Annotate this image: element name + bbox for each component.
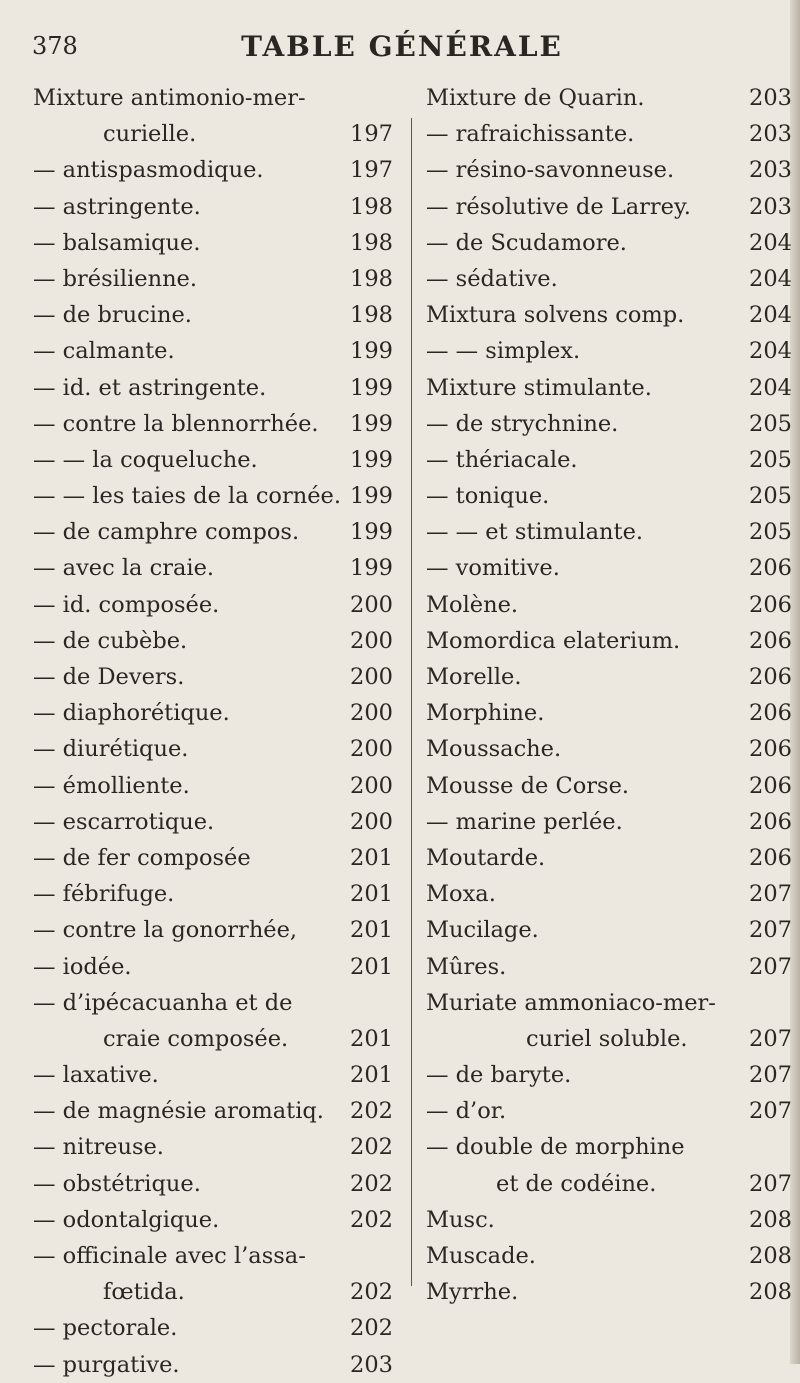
index-entry [33,80,393,116]
entry-label: craie composée. [103,1025,289,1052]
entry-label: — émolliente. [33,772,190,799]
index-entry [426,152,792,188]
index-entry [33,442,393,478]
entry-label: — diurétique. [33,736,189,763]
entry-page: 206 [749,591,792,618]
entry-label: Morphine. [426,700,545,727]
entry-label: — — les taies de la cornée. [33,483,341,510]
entry-label: — iodée. [33,953,132,980]
entry-label: — escarrotique. [33,808,215,835]
index-entry [33,949,393,985]
entry-page: 204 [749,374,792,401]
entry-page: 206 [749,844,792,871]
index-entry [33,985,393,1021]
index-entry [426,442,792,478]
entry-label: — pectorale. [33,1315,178,1342]
entry-label: — vomitive. [426,555,560,582]
entry-page: 207 [749,1098,792,1125]
index-entry [426,1274,792,1310]
entry-page: 207 [749,917,792,944]
entry-label: — d’ipécacuanha et de [33,989,293,1016]
entry-page: 197 [350,121,393,148]
entry-page: 199 [350,483,393,510]
entry-page: 201 [350,844,393,871]
entry-page: 198 [350,229,393,256]
entry-page: 205 [749,410,792,437]
entry-page: 198 [350,193,393,220]
index-entry [426,1129,792,1165]
entry-label: Moutarde. [426,844,546,871]
entry-page: 199 [350,519,393,546]
entry-label: — contre la blennorrhée. [33,410,319,437]
running-title: TABLE GÉNÉRALE [241,30,563,63]
entry-page: 200 [350,772,393,799]
index-entry [33,731,393,767]
index-entry [33,225,393,261]
entry-label: — laxative. [33,1062,159,1089]
entry-label: — fébrifuge. [33,881,175,908]
entry-page: 208 [749,1206,792,1233]
entry-label: curielle. [103,121,197,148]
entry-page: 199 [350,446,393,473]
entry-page: 200 [350,627,393,654]
index-entry [33,1202,393,1238]
entry-label: — résino-savonneuse. [426,157,675,184]
entry-label: Molène. [426,591,519,618]
index-entry [33,1093,393,1129]
entry-page: 203 [749,157,792,184]
entry-page: 207 [749,881,792,908]
column-divider [411,118,412,1286]
entry-label: Mixture antimonio-mer- [33,85,306,111]
entry-label: — thériacale. [426,446,578,473]
entry-page: 207 [749,1170,792,1197]
entry-label: — id. composée. [33,591,220,618]
entry-label: Moxa. [426,881,496,908]
entry-label: Mixture stimulante. [426,374,652,401]
index-entry [426,587,792,623]
entry-page: 206 [749,700,792,727]
entry-label: Mixtura solvens comp. [426,302,685,329]
entry-label: Mousse de Corse. [426,772,630,799]
entry-label: Morelle. [426,664,522,690]
entry-page: 202 [350,1206,393,1233]
index-entry [33,1310,393,1346]
entry-page: 208 [749,1279,792,1306]
index-entry [426,1202,792,1238]
entry-page: 204 [749,229,792,256]
entry-page: 199 [350,410,393,437]
entry-page: 203 [749,85,792,111]
entry-label: — de fer composée [33,844,251,871]
index-entry [426,333,792,369]
index-entry [426,840,792,876]
entry-label: — balsamique. [33,229,201,256]
entry-label: — astringente. [33,193,201,220]
entry-label: — officinale avec l’assa- [33,1243,306,1269]
entry-label: Mucilage. [426,917,539,944]
index-entry [33,189,393,225]
index-entry [33,1129,393,1165]
entry-label: Muriate ammoniaco-mer- [426,989,716,1016]
entry-page: 207 [749,1025,792,1052]
index-entry [33,587,393,623]
entry-label: — calmante. [33,338,175,365]
index-entry [33,695,393,731]
index-entry [426,912,792,948]
entry-page: 200 [350,664,393,690]
entry-label: — diaphorétique. [33,700,230,727]
entry-label: — brésilienne. [33,265,198,292]
entry-label: Muscade. [426,1243,536,1269]
index-entry [426,804,792,840]
entry-label: — sédative. [426,265,558,292]
index-entry [33,840,393,876]
entry-page: 205 [749,446,792,473]
entry-page: 204 [749,302,792,329]
entry-label: — de cubèbe. [33,627,188,654]
entry-page: 202 [350,1170,393,1197]
entry-label: — obstétrique. [33,1170,201,1197]
entry-label: — tonique. [426,483,550,510]
entry-label: — avec la craie. [33,555,215,582]
index-entry [33,478,393,514]
index-entry [33,912,393,948]
entry-page: 201 [350,953,393,980]
entry-label: — id. et astringente. [33,374,267,401]
index-column-left [33,80,393,1383]
entry-label: et de codéine. [496,1170,657,1197]
index-entry [33,406,393,442]
entry-label: — résolutive de Larrey. [426,193,691,220]
entry-label: Momordica elaterium. [426,627,681,654]
entry-label: Moussache. [426,736,562,763]
index-entry [426,768,792,804]
entry-page: 205 [749,483,792,510]
entry-label: — — simplex. [426,338,581,365]
entry-page: 204 [749,338,792,365]
entry-label: — marine perlée. [426,808,623,835]
index-entry [426,478,792,514]
index-entry [426,1021,792,1057]
entry-label: — de Scudamore. [426,229,627,256]
entry-page: 202 [350,1279,393,1306]
index-entry [426,514,792,550]
entry-page: 200 [350,591,393,618]
index-entry [33,370,393,406]
entry-page: 206 [749,772,792,799]
entry-page: 200 [350,736,393,763]
entry-page: 206 [749,664,792,690]
index-entry [33,876,393,912]
index-entry [426,876,792,912]
entry-label: — de baryte. [426,1062,572,1089]
index-entry [426,1166,792,1202]
index-entry [426,116,792,152]
entry-label: — — et stimulante. [426,519,644,546]
entry-label: Musc. [426,1206,495,1233]
entry-page: 202 [350,1315,393,1342]
index-entry [33,514,393,550]
entry-page: 198 [350,265,393,292]
index-entry [33,768,393,804]
entry-label: — — la coqueluche. [33,446,258,473]
index-entry [426,261,792,297]
index-entry [426,695,792,731]
entry-label: Mixture de Quarin. [426,85,645,111]
entry-page: 198 [350,302,393,329]
index-entry [426,1057,792,1093]
entry-label: curiel soluble. [526,1025,688,1052]
entry-page: 203 [749,193,792,220]
index-entry [426,1238,792,1274]
entry-label: — de camphre compos. [33,519,300,546]
index-entry [33,659,393,695]
index-entry [426,370,792,406]
entry-label: — double de morphine [426,1134,685,1161]
entry-page: 199 [350,338,393,365]
entry-page: 207 [749,1062,792,1089]
entry-page: 202 [350,1134,393,1161]
entry-label: — purgative. [33,1351,180,1378]
entry-page: 200 [350,808,393,835]
index-entry [33,550,393,586]
index-entry [426,80,792,116]
entry-page: 199 [350,555,393,582]
entry-page: 208 [749,1243,792,1269]
entry-label: — contre la gonorrhée, [33,917,298,944]
entry-label: Mûres. [426,953,507,980]
index-entry [33,1274,393,1310]
index-entry [426,225,792,261]
entry-page: 199 [350,374,393,401]
index-entry [33,261,393,297]
entry-label: — odontalgique. [33,1206,220,1233]
entry-page: 201 [350,917,393,944]
index-entry [33,333,393,369]
index-entry [33,116,393,152]
entry-label: — de strychnine. [426,410,619,437]
index-entry [426,731,792,767]
entry-page: 206 [749,555,792,582]
index-entry [33,804,393,840]
index-entry [33,1021,393,1057]
entry-page: 204 [749,265,792,292]
index-entry [33,1238,393,1274]
index-entry [33,1166,393,1202]
entry-page: 200 [350,700,393,727]
entry-label: — antispasmodique. [33,157,264,184]
entry-label: — rafraichissante. [426,121,635,148]
entry-label: — nitreuse. [33,1134,164,1161]
entry-label: fœtida. [103,1279,185,1306]
entry-page: 206 [749,627,792,654]
entry-page: 206 [749,808,792,835]
entry-label: — de Devers. [33,664,185,690]
entry-page: 203 [749,121,792,148]
index-entry [426,659,792,695]
entry-page: 207 [749,953,792,980]
entry-page: 201 [350,1025,393,1052]
page-header [32,30,772,70]
index-entry [33,623,393,659]
entry-label: — d’or. [426,1098,507,1125]
index-entry [426,1093,792,1129]
index-entry [426,297,792,333]
index-entry [426,623,792,659]
entry-label: Myrrhe. [426,1279,519,1306]
entry-page: 206 [749,736,792,763]
index-entry [426,189,792,225]
entry-page: 201 [350,881,393,908]
page-number: 378 [32,32,78,60]
index-entry [33,152,393,188]
index-entry [426,550,792,586]
entry-page: 205 [749,519,792,546]
entry-page: 197 [350,157,393,184]
index-entry [33,297,393,333]
entry-page: 201 [350,1062,393,1089]
entry-page: 202 [350,1098,393,1125]
index-column-right [426,80,792,1310]
index-entry [426,406,792,442]
index-entry [33,1347,393,1383]
entry-page: 203 [350,1351,393,1378]
index-entry [33,1057,393,1093]
index-entry [426,985,792,1021]
entry-label: — de magnésie aromatiq. [33,1098,324,1125]
entry-label: — de brucine. [33,302,192,329]
index-entry [426,949,792,985]
